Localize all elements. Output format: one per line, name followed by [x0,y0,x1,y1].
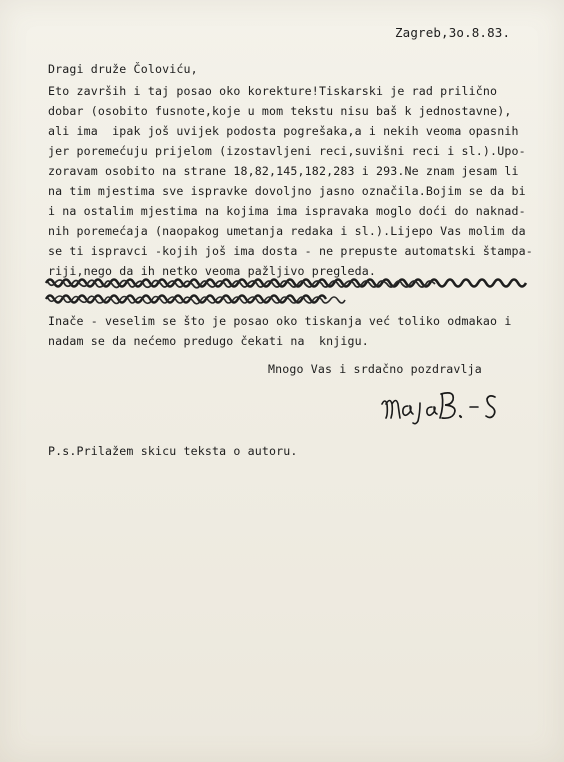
closing-line: Mnogo Vas i srdačno pozdravlja [268,362,482,376]
paragraph-line: nadam se da nećemo predugo čekati na knjigu. [48,334,369,348]
paragraph-line: dobar (osobito fusnote,koje u mom tekstu nisu baš k jednostavne), [48,104,512,118]
handwritten-signature [378,386,506,426]
paragraph-line: riji,nego da ih netko veoma pažljivo pregleda. [48,264,376,278]
paragraph-line: i na ostalim mjestima na kojima ima ispravaka moglo doći do naknad- [48,204,526,218]
crossed-out-lines [44,270,556,306]
paragraph-line: zoravam osobito na strane 18,82,145,182,283 i 293.Ne znam jesam li [48,164,519,178]
postscript: P.s.Prilažem skicu teksta o autoru. [48,444,298,458]
paragraph-line: ali ima ipak još uvijek podosta pogrešaka,a i nekih veoma opasnih [48,124,519,138]
letter-date: Zagreb,3o.8.83. [395,25,511,40]
paragraph-line: jer poremećuju prijelom (izostavljeni reci,suvišni reci i sl.).Upo- [48,144,526,158]
paragraph-line: na tim mjestima sve ispravke dovoljno jasno označila.Bojim se da bi [48,184,526,198]
paragraph-line: se ti ispravci -kojih još ima dosta - ne prepuste automatski štampa- [48,244,533,258]
paragraph-line: nih poremećaja (naopakog umetanja redaka i sl.).Lijepo Vas molim da [48,224,526,238]
paragraph-line: Eto završih i taj posao oko korekture!Tiskarski je rad prilično [48,84,498,98]
salutation: Dragi druže Čoloviću, [48,62,198,76]
paragraph-line: Inače - veselim se što je posao oko tiskanja već toliko odmakao i [48,314,512,328]
